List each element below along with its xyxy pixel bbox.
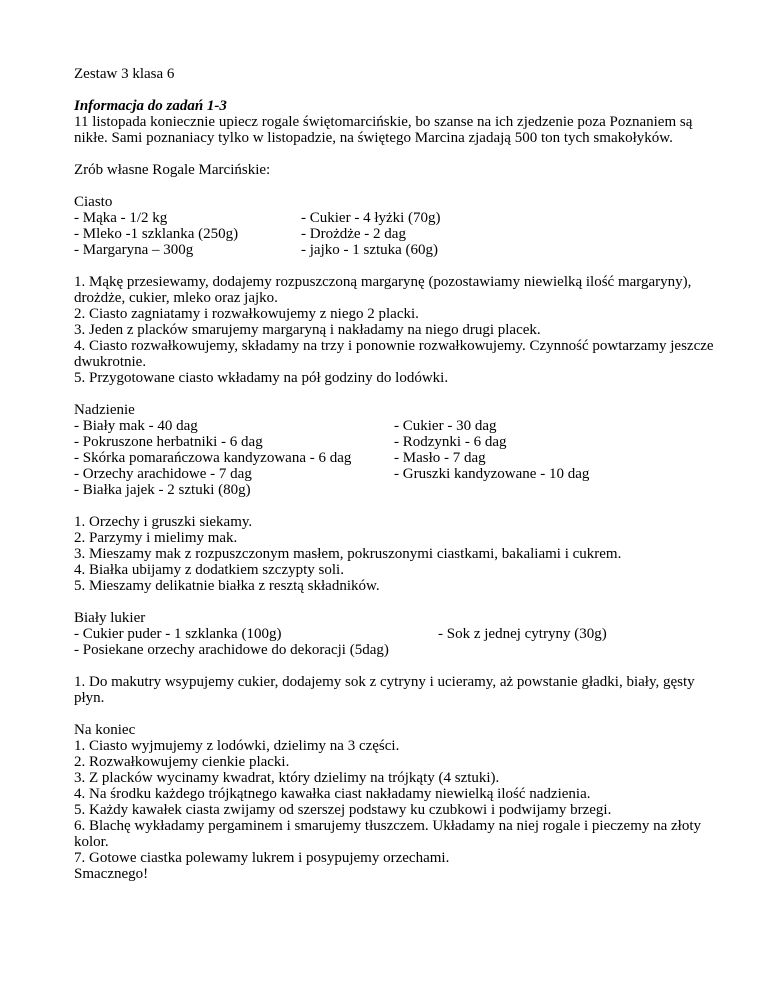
step: 1. Ciasto wyjmujemy z lodówki, dzielimy na 3 części. bbox=[74, 738, 400, 754]
ingredient: - Cukier - 30 dag bbox=[394, 418, 497, 434]
ingredient: - Sok z jednej cytryny (30g) bbox=[438, 626, 607, 642]
recipe-intro: Zrób własne Rogale Marcińskie: bbox=[74, 162, 271, 178]
step: 4. Ciasto rozwałkowujemy, składamy na trzy i ponownie rozwałkowujemy. Czynność powtarzamy jeszcze dwukrotnie. bbox=[74, 338, 714, 370]
dough-columns bbox=[74, 210, 714, 258]
step: 2. Ciasto zagniatamy i rozwałkowujemy z niego 2 placki. bbox=[74, 306, 419, 322]
step: 4. Białka ubijamy z dodatkiem szczypty soli. bbox=[74, 562, 344, 578]
icing-right-column bbox=[438, 626, 607, 642]
document-title: Zestaw 3 klasa 6 bbox=[74, 66, 175, 82]
info-section bbox=[74, 98, 714, 146]
dough-title: Ciasto bbox=[74, 194, 113, 210]
step: 3. Mieszamy mak z rozpuszczonym masłem, pokruszonymi ciastkami, bakaliami i cukrem. bbox=[74, 546, 622, 562]
info-heading: Informacja do zadań 1-3 bbox=[74, 98, 227, 114]
filling-ingredients bbox=[74, 402, 714, 498]
ingredient: - Białka jajek - 2 sztuki (80g) bbox=[74, 482, 251, 498]
ingredient: - Mąka - 1/2 kg bbox=[74, 210, 168, 226]
icing-columns bbox=[74, 626, 714, 658]
step: 6. Blachę wykładamy pergaminem i smarujemy tłuszczem. Układamy na niej rogale i pieczemy na złoty kolor. bbox=[74, 818, 702, 850]
step: 2. Parzymy i mielimy mak. bbox=[74, 530, 238, 546]
closing-text: Smacznego! bbox=[74, 866, 149, 882]
ingredient: - Masło - 7 dag bbox=[394, 450, 486, 466]
icing-ingredients bbox=[74, 610, 714, 658]
ingredient: - Biały mak - 40 dag bbox=[74, 418, 198, 434]
ingredient: - Cukier puder - 1 szklanka (100g) bbox=[74, 626, 282, 642]
ingredient: - Margaryna – 300g bbox=[74, 242, 194, 258]
step: 2. Rozwałkowujemy cienkie placki. bbox=[74, 754, 290, 770]
ingredient: - Rodzynki - 6 dag bbox=[394, 434, 507, 450]
step: 4. Na środku każdego trójkątnego kawałka ciast nakładamy niewielką ilość nadzienia. bbox=[74, 786, 591, 802]
ingredient: - Skórka pomarańczowa kandyzowana - 6 dag bbox=[74, 450, 352, 466]
step: 3. Jeden z placków smarujemy margaryną i nakładamy na niego drugi placek. bbox=[74, 322, 541, 338]
step: 1. Orzechy i gruszki siekamy. bbox=[74, 514, 253, 530]
dough-ingredients bbox=[74, 194, 714, 258]
step: 5. Przygotowane ciasto wkładamy na pół godziny do lodówki. bbox=[74, 370, 449, 386]
ingredient: - jajko - 1 sztuka (60g) bbox=[301, 242, 439, 258]
ingredient: - Drożdże - 2 dag bbox=[301, 226, 406, 242]
dough-right-column bbox=[301, 210, 441, 258]
step: 3. Z placków wycinamy kwadrat, który dzielimy na trójkąty (4 sztuki). bbox=[74, 770, 500, 786]
ingredient: - Mleko -1 szklanka (250g) bbox=[74, 226, 239, 242]
icing-left-column bbox=[74, 626, 714, 658]
final-title: Na koniec bbox=[74, 722, 136, 738]
final-section bbox=[74, 722, 714, 882]
ingredient: - Cukier - 4 łyżki (70g) bbox=[301, 210, 441, 226]
step: 1. Mąkę przesiewamy, dodajemy rozpuszczoną margarynę (pozostawiamy niewielką ilość margaryny), drożdże, cukier, mleko oraz jajko. bbox=[74, 274, 692, 306]
filling-columns bbox=[74, 418, 714, 498]
ingredient: - Posiekane orzechy arachidowe do dekoracji (5dag) bbox=[74, 642, 389, 658]
step: 5. Każdy kawałek ciasta zwijamy od szerszej podstawy ku czubkowi i podwijamy brzegi. bbox=[74, 802, 612, 818]
info-text: 11 listopada koniecznie upiecz rogale świętomarcińskie, bo szanse na ich zjedzenie poza Poznaniem są nikłe. Sami poznaniacy tylko w listopadzie, na świętego Marcina zjadają 500 ton tych smakołyków. bbox=[74, 114, 693, 146]
ingredient: - Orzechy arachidowe - 7 dag bbox=[74, 466, 252, 482]
filling-steps bbox=[74, 514, 714, 594]
ingredient: - Pokruszone herbatniki - 6 dag bbox=[74, 434, 263, 450]
step: 7. Gotowe ciastka polewamy lukrem i posypujemy orzechami. bbox=[74, 850, 450, 866]
icing-title: Biały lukier bbox=[74, 610, 146, 626]
filling-title: Nadzienie bbox=[74, 402, 135, 418]
filling-right-column bbox=[394, 418, 589, 482]
step: 1. Do makutry wsypujemy cukier, dodajemy sok z cytryny i ucieramy, aż powstanie gładki, biały, gęsty płyn. bbox=[74, 674, 695, 706]
dough-steps bbox=[74, 274, 714, 386]
icing-steps bbox=[74, 674, 714, 706]
step: 5. Mieszamy delikatnie białka z resztą składników. bbox=[74, 578, 380, 594]
document-page bbox=[74, 66, 714, 882]
ingredient: - Gruszki kandyzowane - 10 dag bbox=[394, 466, 590, 482]
